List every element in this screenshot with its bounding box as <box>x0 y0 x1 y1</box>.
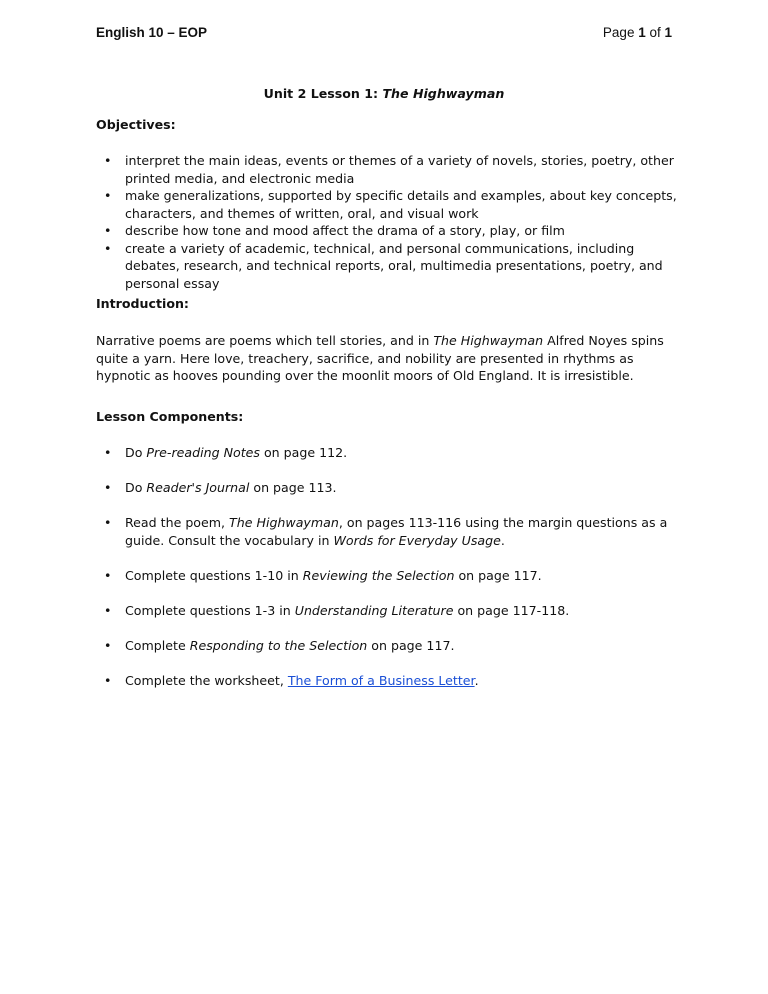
components-heading: Lesson Components: <box>96 409 244 424</box>
list-item: • Read the poem, The Highwayman, on pages 113-116 using the margin questions as a guide. Consult the vocabulary in Words for Everyday Usage. <box>96 514 686 549</box>
objectives-list <box>96 152 686 292</box>
components-list <box>96 444 686 707</box>
lesson-title: Unit 2 Lesson 1: The Highwayman <box>263 86 505 101</box>
list-item: • Complete questions 1-3 in Understanding Literature on page 117-118. <box>96 602 686 620</box>
list-item: • Complete Responding to the Selection on page 117. <box>96 637 686 655</box>
objectives-heading: Objectives: <box>96 117 176 132</box>
list-item: • describe how tone and mood affect the drama of a story, play, or film <box>96 222 686 240</box>
header-page-number: Page 1 of 1 <box>602 25 672 40</box>
list-item: • Complete questions 1-10 in Reviewing the Selection on page 117. <box>96 567 686 585</box>
introduction-paragraph: Narrative poems are poems which tell stories, and in The Highwayman Alfred Noyes spins quite a yarn. Here love, treachery, sacrifice, and nobility are presented in rhythms as hypnotic as hooves pounding over the moonlit moors of Old England. It is irresistible. <box>96 333 664 383</box>
list-item: • make generalizations, supported by specific details and examples, about key concepts, characters, and themes of written, oral, and visual work <box>96 187 686 222</box>
list-item: • interpret the main ideas, events or themes of a variety of novels, stories, poetry, other printed media, and electronic media <box>96 152 686 187</box>
list-item: • Do Pre-reading Notes on page 112. <box>96 444 686 462</box>
list-item: • Do Reader's Journal on page 113. <box>96 479 686 497</box>
business-letter-worksheet-link[interactable]: The Form of a Business Letter <box>287 672 475 688</box>
list-item: • Complete the worksheet, The Form of a Business Letter. <box>96 672 686 690</box>
list-item: • create a variety of academic, technical, and personal communications, including debates, research, and technical reports, oral, multimedia presentations, poetry, and personal essay <box>96 240 686 293</box>
header-course: English 10 – EOP <box>96 25 208 40</box>
introduction-heading: Introduction: <box>96 296 189 311</box>
